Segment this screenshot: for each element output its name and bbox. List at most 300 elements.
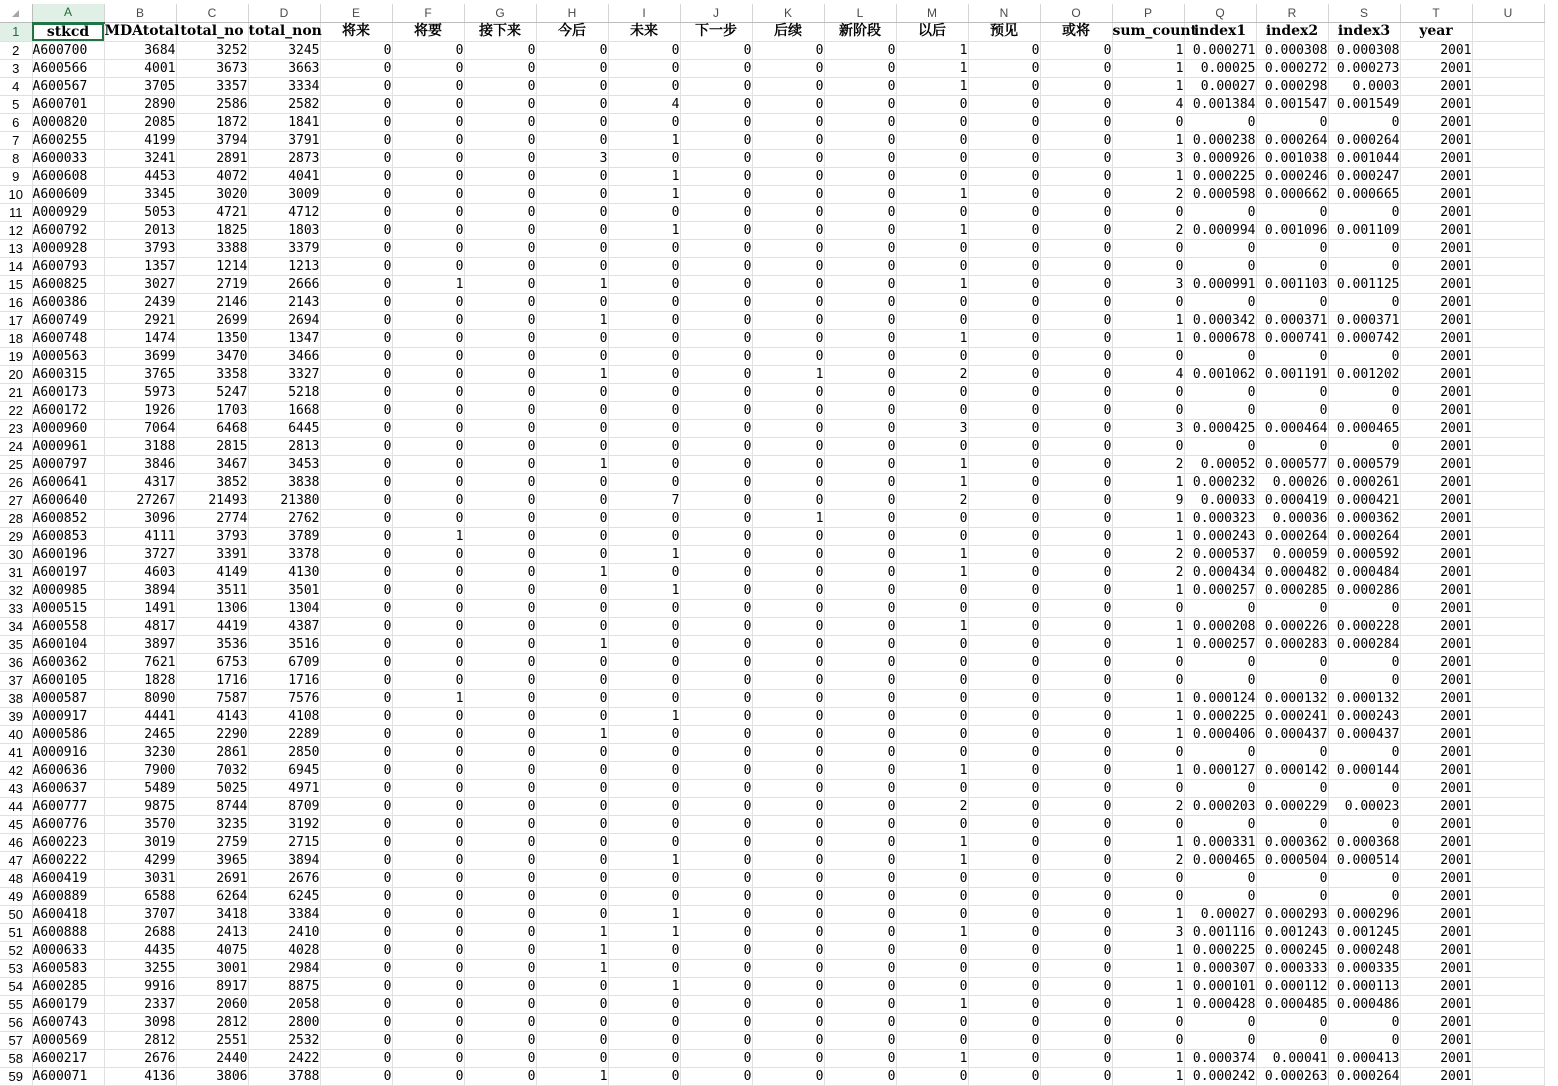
table-cell[interactable]: 2800 <box>248 1013 320 1031</box>
table-cell[interactable]: 0 <box>1040 383 1112 401</box>
table-cell[interactable]: 0 <box>968 131 1040 149</box>
table-cell[interactable]: 0 <box>320 563 392 581</box>
table-cell[interactable]: 0.000333 <box>1256 959 1328 977</box>
table-cell[interactable]: 0.00025 <box>1184 59 1256 77</box>
table-cell[interactable]: 0 <box>464 149 536 167</box>
table-cell[interactable]: 0.000421 <box>1328 491 1400 509</box>
table-cell[interactable]: 0 <box>608 653 680 671</box>
table-cell[interactable]: 2774 <box>176 509 248 527</box>
table-cell[interactable]: 0 <box>608 797 680 815</box>
table-cell[interactable]: 0 <box>392 419 464 437</box>
table-cell[interactable]: 0 <box>392 779 464 797</box>
table-cell[interactable]: 4817 <box>104 617 176 635</box>
table-cell[interactable]: 0 <box>392 1013 464 1031</box>
table-cell[interactable]: 0.000238 <box>1184 131 1256 149</box>
table-cell[interactable]: A600583 <box>32 959 104 977</box>
table-cell[interactable]: 0 <box>1040 617 1112 635</box>
table-cell[interactable]: 0 <box>536 113 608 131</box>
table-cell[interactable]: A600033 <box>32 149 104 167</box>
table-cell[interactable] <box>1472 257 1544 275</box>
table-cell[interactable]: 0 <box>968 59 1040 77</box>
table-cell[interactable]: 0 <box>536 599 608 617</box>
table-cell[interactable]: 0 <box>1040 977 1112 995</box>
table-cell[interactable]: 0 <box>320 311 392 329</box>
table-cell[interactable]: 2001 <box>1400 185 1472 203</box>
table-cell[interactable] <box>1472 779 1544 797</box>
table-cell[interactable]: 0 <box>752 959 824 977</box>
table-cell[interactable]: 2001 <box>1400 419 1472 437</box>
table-cell[interactable]: 0.000257 <box>1184 635 1256 653</box>
table-cell[interactable]: 0.000142 <box>1256 761 1328 779</box>
table-cell[interactable]: 0 <box>968 671 1040 689</box>
table-cell[interactable]: 0.000437 <box>1256 725 1328 743</box>
table-cell[interactable]: 2 <box>1112 455 1184 473</box>
table-cell[interactable]: 0 <box>464 491 536 509</box>
table-cell[interactable]: 0 <box>536 185 608 203</box>
table-cell[interactable]: A600636 <box>32 761 104 779</box>
table-cell[interactable]: 0 <box>536 617 608 635</box>
table-cell[interactable]: 0 <box>968 113 1040 131</box>
table-cell[interactable]: 1716 <box>176 671 248 689</box>
table-cell[interactable]: 0.000241 <box>1256 707 1328 725</box>
table-cell[interactable]: 3031 <box>104 869 176 887</box>
table-cell[interactable]: 0 <box>464 113 536 131</box>
table-cell[interactable]: 0 <box>968 257 1040 275</box>
table-cell[interactable]: 0 <box>824 77 896 95</box>
table-cell[interactable]: 0 <box>1256 671 1328 689</box>
table-cell[interactable]: 0 <box>896 977 968 995</box>
row-number[interactable]: 30 <box>0 545 32 563</box>
table-cell[interactable]: 3230 <box>104 743 176 761</box>
table-cell[interactable]: 0 <box>392 725 464 743</box>
table-cell[interactable]: 6468 <box>176 419 248 437</box>
table-cell[interactable]: 3788 <box>248 1067 320 1085</box>
table-cell[interactable]: 1 <box>1112 1049 1184 1067</box>
table-cell[interactable]: 0 <box>824 311 896 329</box>
table-cell[interactable]: 3009 <box>248 185 320 203</box>
table-cell[interactable]: 0 <box>824 761 896 779</box>
table-cell[interactable]: 0 <box>1112 1013 1184 1031</box>
table-cell[interactable]: 0 <box>608 365 680 383</box>
table-cell[interactable]: 0 <box>1040 689 1112 707</box>
table-cell[interactable]: 0 <box>1040 959 1112 977</box>
table-cell[interactable]: 0 <box>464 401 536 419</box>
table-cell[interactable]: 0 <box>896 1067 968 1085</box>
table-cell[interactable] <box>1472 527 1544 545</box>
table-cell[interactable]: 0 <box>680 581 752 599</box>
table-cell[interactable]: 0 <box>536 581 608 599</box>
table-cell[interactable]: 0 <box>1040 95 1112 113</box>
table-cell[interactable]: 2715 <box>248 833 320 851</box>
table-cell[interactable]: 0 <box>752 95 824 113</box>
table-cell[interactable]: 0.000225 <box>1184 167 1256 185</box>
table-cell[interactable]: 0 <box>608 599 680 617</box>
table-cell[interactable]: A600777 <box>32 797 104 815</box>
table-cell[interactable]: 0 <box>1040 815 1112 833</box>
table-cell[interactable]: 0 <box>1184 1031 1256 1049</box>
row-number[interactable]: 31 <box>0 563 32 581</box>
table-cell[interactable]: 0 <box>1040 329 1112 347</box>
table-cell[interactable]: 0 <box>968 455 1040 473</box>
table-cell[interactable]: 3379 <box>248 239 320 257</box>
table-cell[interactable]: 0 <box>608 455 680 473</box>
table-cell[interactable]: 0 <box>680 653 752 671</box>
table-cell[interactable]: 0 <box>536 203 608 221</box>
table-cell[interactable]: 0 <box>392 239 464 257</box>
table-cell[interactable]: 2001 <box>1400 131 1472 149</box>
table-cell[interactable]: 0 <box>824 959 896 977</box>
table-cell[interactable]: 0 <box>752 923 824 941</box>
table-cell[interactable]: 0.000323 <box>1184 509 1256 527</box>
table-cell[interactable]: 0 <box>968 887 1040 905</box>
table-cell[interactable]: 4299 <box>104 851 176 869</box>
table-cell[interactable]: 0 <box>1040 761 1112 779</box>
table-cell[interactable]: 0 <box>464 797 536 815</box>
table-cell[interactable]: 1 <box>896 41 968 59</box>
table-cell[interactable]: 0 <box>896 311 968 329</box>
table-cell[interactable]: 0 <box>1112 869 1184 887</box>
table-cell[interactable]: 0 <box>752 401 824 419</box>
table-cell[interactable]: 3466 <box>248 347 320 365</box>
table-cell[interactable]: 0.000464 <box>1256 419 1328 437</box>
table-cell[interactable]: 6753 <box>176 653 248 671</box>
table-cell[interactable]: 0 <box>824 977 896 995</box>
table-cell[interactable]: 7621 <box>104 653 176 671</box>
table-cell[interactable]: 2060 <box>176 995 248 1013</box>
table-cell[interactable]: 0 <box>320 473 392 491</box>
table-cell[interactable]: 1 <box>896 563 968 581</box>
column-header-d[interactable]: D <box>248 4 320 23</box>
table-cell[interactable]: 0.001202 <box>1328 365 1400 383</box>
table-cell[interactable]: 0.000284 <box>1328 635 1400 653</box>
table-cell[interactable]: 0 <box>896 599 968 617</box>
row-number[interactable]: 11 <box>0 203 32 221</box>
table-cell[interactable]: 2001 <box>1400 113 1472 131</box>
table-cell[interactable]: 0.000243 <box>1328 707 1400 725</box>
table-cell[interactable] <box>1472 617 1544 635</box>
table-cell[interactable]: 0.000228 <box>1328 617 1400 635</box>
table-cell[interactable]: A000563 <box>32 347 104 365</box>
table-cell[interactable]: 2058 <box>248 995 320 1013</box>
table-cell[interactable]: 0.00052 <box>1184 455 1256 473</box>
table-cell[interactable]: 0 <box>752 743 824 761</box>
table-cell[interactable]: 0 <box>752 833 824 851</box>
table-cell[interactable]: 1 <box>896 77 968 95</box>
table-cell[interactable] <box>1472 275 1544 293</box>
table-cell[interactable]: 0 <box>896 581 968 599</box>
table-cell[interactable]: 0 <box>1040 41 1112 59</box>
table-cell[interactable]: 0 <box>1040 203 1112 221</box>
table-cell[interactable]: 0.000335 <box>1328 959 1400 977</box>
table-cell[interactable]: 0 <box>752 905 824 923</box>
table-cell[interactable]: 2001 <box>1400 581 1472 599</box>
table-cell[interactable]: 0.000229 <box>1256 797 1328 815</box>
table-cell[interactable]: A600105 <box>32 671 104 689</box>
table-cell[interactable]: 2 <box>1112 851 1184 869</box>
table-cell[interactable]: 0 <box>824 491 896 509</box>
table-cell[interactable]: 2001 <box>1400 311 1472 329</box>
table-cell[interactable]: 0.000308 <box>1256 41 1328 59</box>
table-cell[interactable]: 0 <box>392 977 464 995</box>
table-cell[interactable]: 0 <box>824 599 896 617</box>
table-cell[interactable]: 0.000124 <box>1184 689 1256 707</box>
table-cell[interactable]: 0.00026 <box>1256 473 1328 491</box>
table-cell[interactable]: 1 <box>608 905 680 923</box>
table-cell[interactable]: 0 <box>752 257 824 275</box>
row-number[interactable]: 15 <box>0 275 32 293</box>
table-cell[interactable]: 3235 <box>176 815 248 833</box>
table-cell[interactable]: 0 <box>1256 815 1328 833</box>
table-cell[interactable] <box>1472 113 1544 131</box>
table-cell[interactable]: 0 <box>464 689 536 707</box>
table-cell[interactable]: 0 <box>680 95 752 113</box>
table-cell[interactable]: 3789 <box>248 527 320 545</box>
table-cell[interactable]: 0 <box>896 1031 968 1049</box>
table-cell[interactable]: 0 <box>1040 275 1112 293</box>
table-cell[interactable]: 0.000331 <box>1184 833 1256 851</box>
table-cell[interactable]: 0 <box>752 815 824 833</box>
table-cell[interactable]: 1872 <box>176 113 248 131</box>
table-cell[interactable]: 0 <box>752 473 824 491</box>
table-cell[interactable]: 3727 <box>104 545 176 563</box>
table-cell[interactable]: 2001 <box>1400 707 1472 725</box>
table-cell[interactable]: 3570 <box>104 815 176 833</box>
table-cell[interactable]: 0 <box>968 509 1040 527</box>
table-cell[interactable]: 0 <box>824 545 896 563</box>
table-cell[interactable]: 2001 <box>1400 797 1472 815</box>
table-cell[interactable]: 0 <box>464 653 536 671</box>
table-cell[interactable]: 0 <box>680 437 752 455</box>
table-cell[interactable]: 0 <box>824 743 896 761</box>
table-cell[interactable]: 0.000486 <box>1328 995 1400 1013</box>
table-cell[interactable]: 1 <box>1112 77 1184 95</box>
table-cell[interactable]: 2001 <box>1400 41 1472 59</box>
header-cell[interactable]: 将要 <box>392 23 464 42</box>
table-cell[interactable] <box>1472 329 1544 347</box>
table-cell[interactable]: 0 <box>968 527 1040 545</box>
table-cell[interactable]: 0.000425 <box>1184 419 1256 437</box>
table-cell[interactable]: 0 <box>392 41 464 59</box>
table-cell[interactable]: 0 <box>464 725 536 743</box>
table-cell[interactable]: 0 <box>464 167 536 185</box>
table-cell[interactable]: 0 <box>896 131 968 149</box>
table-cell[interactable]: 3 <box>1112 149 1184 167</box>
table-cell[interactable]: 0 <box>1112 887 1184 905</box>
table-cell[interactable]: 0 <box>392 347 464 365</box>
table-cell[interactable]: 0 <box>392 437 464 455</box>
table-cell[interactable]: 0.000296 <box>1328 905 1400 923</box>
table-cell[interactable]: A600888 <box>32 923 104 941</box>
table-cell[interactable]: 2013 <box>104 221 176 239</box>
table-cell[interactable]: 0 <box>1040 545 1112 563</box>
table-cell[interactable]: 0 <box>680 347 752 365</box>
table-cell[interactable]: 0 <box>824 869 896 887</box>
table-cell[interactable]: 0 <box>752 437 824 455</box>
row-number[interactable]: 27 <box>0 491 32 509</box>
table-cell[interactable]: 3806 <box>176 1067 248 1085</box>
table-cell[interactable]: A600608 <box>32 167 104 185</box>
table-cell[interactable]: 0 <box>320 617 392 635</box>
table-cell[interactable] <box>1472 293 1544 311</box>
table-cell[interactable]: 0 <box>608 239 680 257</box>
table-cell[interactable]: 0 <box>320 779 392 797</box>
table-cell[interactable]: 0 <box>752 347 824 365</box>
column-header-b[interactable]: B <box>104 4 176 23</box>
table-cell[interactable]: 0 <box>896 887 968 905</box>
table-cell[interactable]: 1 <box>896 545 968 563</box>
table-cell[interactable]: 0 <box>968 77 1040 95</box>
table-cell[interactable]: 0 <box>320 1031 392 1049</box>
table-cell[interactable] <box>1472 599 1544 617</box>
table-cell[interactable]: 0 <box>1112 815 1184 833</box>
table-cell[interactable]: 2 <box>896 797 968 815</box>
table-cell[interactable]: 0 <box>536 797 608 815</box>
table-cell[interactable]: 6245 <box>248 887 320 905</box>
table-cell[interactable]: 3516 <box>248 635 320 653</box>
table-cell[interactable]: 3663 <box>248 59 320 77</box>
table-cell[interactable]: 0.000577 <box>1256 455 1328 473</box>
table-cell[interactable]: 0 <box>608 815 680 833</box>
table-cell[interactable]: 0 <box>608 1013 680 1031</box>
table-cell[interactable]: 0 <box>1112 257 1184 275</box>
table-cell[interactable]: 0 <box>608 401 680 419</box>
table-cell[interactable]: 0 <box>824 95 896 113</box>
table-cell[interactable]: 0 <box>392 1067 464 1085</box>
table-cell[interactable] <box>1472 131 1544 149</box>
table-cell[interactable]: A600419 <box>32 869 104 887</box>
row-number[interactable]: 44 <box>0 797 32 815</box>
table-cell[interactable]: 0 <box>824 221 896 239</box>
table-cell[interactable]: 0.0003 <box>1328 77 1400 95</box>
table-cell[interactable]: 0 <box>608 419 680 437</box>
table-cell[interactable]: 0 <box>536 743 608 761</box>
table-cell[interactable]: A000960 <box>32 419 104 437</box>
table-cell[interactable]: 2146 <box>176 293 248 311</box>
row-number[interactable]: 34 <box>0 617 32 635</box>
row-number[interactable]: 46 <box>0 833 32 851</box>
table-cell[interactable]: 0.001116 <box>1184 923 1256 941</box>
table-cell[interactable]: 0 <box>1328 653 1400 671</box>
table-cell[interactable]: 3345 <box>104 185 176 203</box>
header-cell[interactable]: stkcd <box>32 23 104 42</box>
table-cell[interactable]: 0 <box>896 869 968 887</box>
table-cell[interactable]: 0 <box>392 473 464 491</box>
table-cell[interactable]: 0 <box>752 275 824 293</box>
table-cell[interactable]: A000586 <box>32 725 104 743</box>
table-cell[interactable] <box>1472 941 1544 959</box>
table-cell[interactable]: 0 <box>824 1013 896 1031</box>
table-cell[interactable]: A600418 <box>32 905 104 923</box>
column-header-s[interactable]: S <box>1328 4 1400 23</box>
table-cell[interactable]: 0 <box>824 239 896 257</box>
table-cell[interactable]: 0 <box>1040 833 1112 851</box>
table-cell[interactable]: 0 <box>464 671 536 689</box>
table-cell[interactable]: 8917 <box>176 977 248 995</box>
table-cell[interactable]: 0 <box>1184 383 1256 401</box>
table-cell[interactable]: 0 <box>464 707 536 725</box>
table-cell[interactable]: 0 <box>1112 671 1184 689</box>
table-cell[interactable]: 0 <box>752 887 824 905</box>
table-cell[interactable]: 0 <box>680 365 752 383</box>
row-number[interactable]: 40 <box>0 725 32 743</box>
table-cell[interactable]: A000797 <box>32 455 104 473</box>
table-cell[interactable]: 0 <box>824 851 896 869</box>
table-cell[interactable]: 0 <box>608 257 680 275</box>
table-cell[interactable]: 2001 <box>1400 815 1472 833</box>
table-cell[interactable]: 3188 <box>104 437 176 455</box>
table-cell[interactable]: 0 <box>608 77 680 95</box>
table-cell[interactable]: 0.000437 <box>1328 725 1400 743</box>
table-cell[interactable]: 0 <box>752 491 824 509</box>
table-cell[interactable]: 0 <box>608 563 680 581</box>
table-cell[interactable]: 0 <box>392 149 464 167</box>
table-cell[interactable]: 1 <box>896 473 968 491</box>
table-cell[interactable]: 0 <box>536 815 608 833</box>
table-cell[interactable]: 0 <box>680 401 752 419</box>
table-cell[interactable]: 0 <box>680 905 752 923</box>
table-cell[interactable]: 0 <box>1040 365 1112 383</box>
table-cell[interactable]: 1 <box>536 941 608 959</box>
row-number[interactable]: 38 <box>0 689 32 707</box>
table-cell[interactable]: 4 <box>1112 95 1184 113</box>
table-cell[interactable]: 0 <box>1256 239 1328 257</box>
table-cell[interactable]: 0 <box>392 707 464 725</box>
table-cell[interactable] <box>1472 347 1544 365</box>
table-cell[interactable]: 0 <box>824 257 896 275</box>
table-cell[interactable] <box>1472 905 1544 923</box>
table-cell[interactable]: 0 <box>320 725 392 743</box>
row-number[interactable]: 4 <box>0 77 32 95</box>
table-cell[interactable]: 2 <box>896 365 968 383</box>
table-cell[interactable]: 0 <box>1328 869 1400 887</box>
table-cell[interactable]: A600315 <box>32 365 104 383</box>
table-cell[interactable]: 0 <box>536 167 608 185</box>
table-cell[interactable]: 2001 <box>1400 491 1472 509</box>
table-cell[interactable]: 2532 <box>248 1031 320 1049</box>
table-cell[interactable]: A600223 <box>32 833 104 851</box>
table-cell[interactable]: 3511 <box>176 581 248 599</box>
table-cell[interactable]: 0 <box>680 869 752 887</box>
table-cell[interactable]: 0 <box>680 545 752 563</box>
table-cell[interactable]: 0 <box>1112 203 1184 221</box>
table-cell[interactable]: A600609 <box>32 185 104 203</box>
table-cell[interactable]: 0 <box>392 797 464 815</box>
table-cell[interactable]: 0 <box>896 635 968 653</box>
row-number[interactable]: 21 <box>0 383 32 401</box>
table-cell[interactable]: 0 <box>968 617 1040 635</box>
table-cell[interactable]: 0 <box>680 1031 752 1049</box>
table-cell[interactable]: 0 <box>1184 113 1256 131</box>
table-cell[interactable]: 4712 <box>248 203 320 221</box>
table-cell[interactable]: 4 <box>1112 365 1184 383</box>
row-number[interactable]: 59 <box>0 1067 32 1085</box>
table-cell[interactable]: 0 <box>1040 77 1112 95</box>
table-cell[interactable]: 0 <box>536 419 608 437</box>
table-cell[interactable]: 1 <box>1112 509 1184 527</box>
table-cell[interactable]: 0 <box>824 149 896 167</box>
table-cell[interactable]: 0 <box>392 905 464 923</box>
table-cell[interactable]: 0 <box>824 635 896 653</box>
table-cell[interactable]: A600071 <box>32 1067 104 1085</box>
table-cell[interactable]: 0 <box>1328 743 1400 761</box>
column-header-k[interactable]: K <box>752 4 824 23</box>
table-cell[interactable]: 1 <box>896 455 968 473</box>
table-cell[interactable]: 0 <box>464 1013 536 1031</box>
header-cell[interactable]: 以后 <box>896 23 968 42</box>
table-cell[interactable]: 1 <box>1112 311 1184 329</box>
table-cell[interactable]: A000961 <box>32 437 104 455</box>
table-cell[interactable]: 0 <box>392 761 464 779</box>
